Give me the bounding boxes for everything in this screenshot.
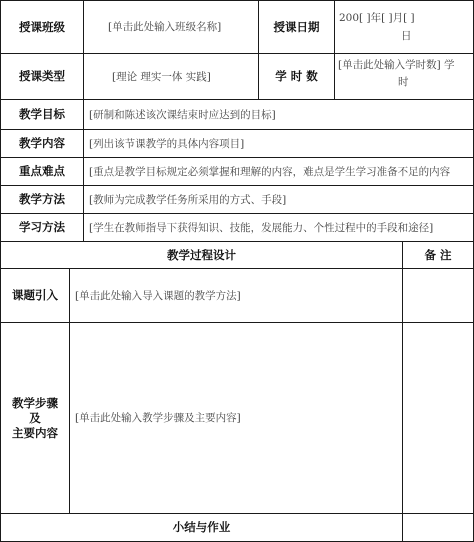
remarks-header: 备 注 [424, 247, 452, 262]
date-line-1: 200[ ]年[ ]月[ ] [339, 12, 415, 24]
objective-input[interactable]: [研制和陈述该次课结束时应达到的目标] [89, 108, 276, 121]
hours-label: 学 时 数 [275, 69, 318, 83]
date-label: 授课日期 [273, 19, 320, 34]
date-input[interactable] [335, 1, 473, 53]
class-label: 授课班级 [19, 19, 65, 34]
steps-remarks-cell[interactable] [403, 323, 473, 513]
content-label: 教学内容 [19, 136, 65, 150]
summary-label: 小结与作业 [172, 520, 231, 534]
summary-remarks-cell[interactable] [403, 514, 473, 541]
class-input[interactable]: [单击此处输入班级名称] [108, 21, 222, 33]
type-label: 授课类型 [19, 69, 65, 83]
intro-remarks-cell[interactable] [403, 269, 473, 322]
intro-input[interactable]: [单击此处输入导入课题的教学方法] [75, 289, 241, 302]
steps-label [1, 323, 69, 513]
learning-method-input[interactable]: [学生在教师指导下获得知识、技能，发展能力、个性过程中的手段和途径] [89, 221, 434, 234]
steps-label-line-2: 及 [29, 410, 41, 425]
teaching-method-label: 教学方法 [19, 192, 65, 206]
teaching-method-input[interactable]: [教师为完成教学任务所采用的方式、手段] [89, 193, 287, 206]
hours-input[interactable] [335, 54, 473, 99]
key-points-input[interactable]: [重点是教学目标规定必须掌握和理解的内容，难点是学生学习准备不足的内容 [89, 165, 451, 178]
type-input[interactable]: [理论 理实一体 实践] [112, 70, 211, 83]
steps-label-line-1: 教学步骤 [12, 395, 58, 410]
hours-line-2: 时 [398, 76, 409, 88]
objective-label: 教学目标 [19, 107, 65, 121]
content-input[interactable]: [列出该节课教学的具体内容项目] [89, 137, 245, 150]
steps-label-line-3: 主要内容 [12, 425, 58, 440]
intro-label: 课题引入 [12, 288, 58, 302]
key-points-label: 重点难点 [19, 164, 65, 178]
learning-method-label: 学习方法 [19, 220, 65, 234]
date-line-2: 日 [401, 30, 412, 42]
process-design-header: 教学过程设计 [167, 247, 236, 262]
steps-input[interactable]: [单击此处输入教学步骤及主要内容] [75, 412, 241, 424]
hours-line-1: [单击此处输入学时数] 学 [338, 59, 455, 71]
